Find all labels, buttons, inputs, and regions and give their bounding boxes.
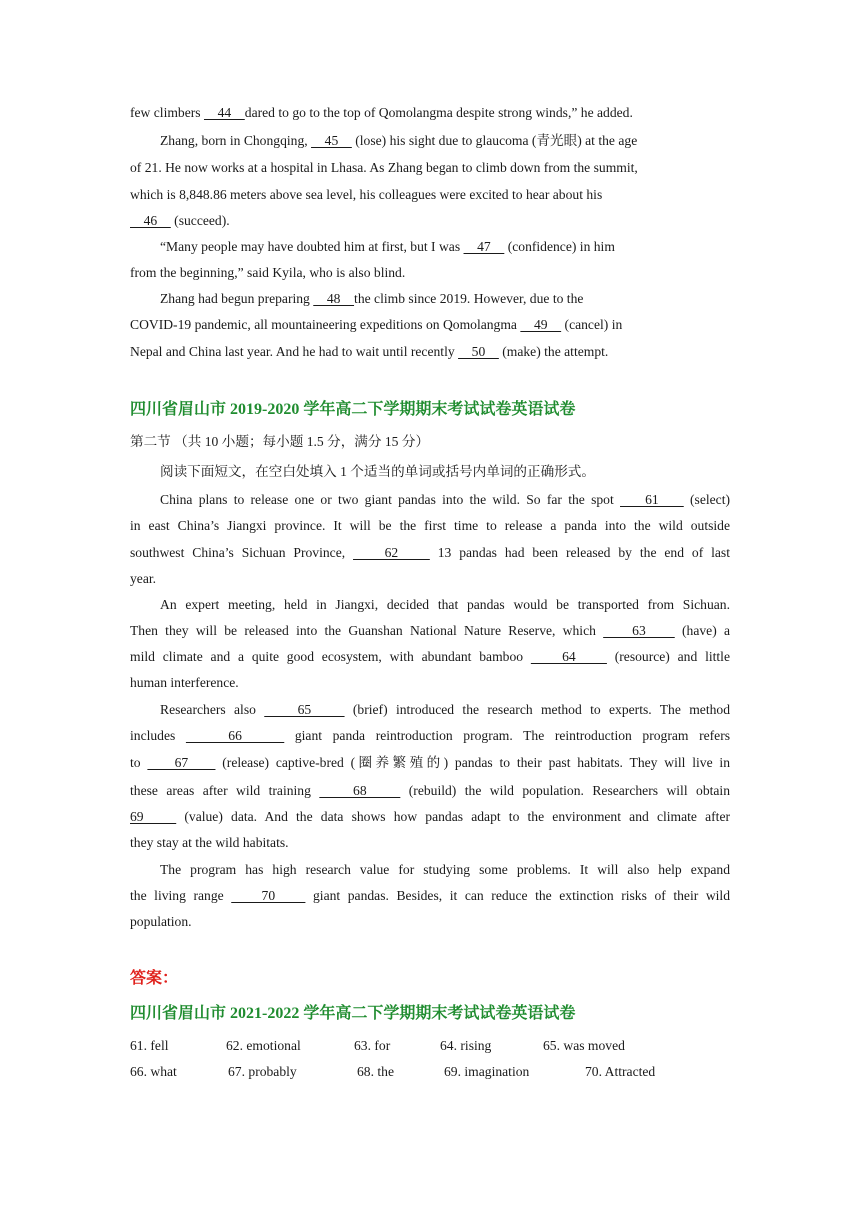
blank-70: 70	[231, 888, 306, 903]
para3-line-2: includes 66 giant panda reintroduction program. The reintroduction program refers	[130, 728, 731, 743]
answers-heading: 四川省眉山市 2021-2022 学年高二下学期期末考试试卷英语试卷	[130, 1005, 576, 1022]
answer-68: 68. the	[357, 1064, 394, 1079]
section-instruction: 阅读下面短文，在空白处填入 1 个适当的单词或括号内单词的正确形式。	[160, 464, 595, 479]
passage1-line-10: Nepal and China last year. And he had to wait until recently 50 (make) the attempt.	[130, 344, 609, 359]
para3-line-6: they stay at the wild habitats.	[130, 835, 289, 850]
section-heading-2019-2020: 四川省眉山市 2019-2020 学年高二下学期期末考试试卷英语试卷	[130, 401, 576, 418]
answer-65: 65. was moved	[543, 1038, 625, 1053]
passage1-line-8: Zhang had begun preparing 48 the climb since 2019. However, due to the	[160, 291, 584, 306]
passage1-line-7: from the beginning,” said Kyila, who is also blind.	[130, 265, 406, 280]
para2-line-3: mild climate and a quite good ecosystem, with abundant bamboo 64 (resource) and little	[130, 649, 730, 664]
para1-line-1: China plans to release one or two giant pandas into the wild. So far the spot 61 (select)	[160, 492, 730, 507]
answer-70: 70. Attracted	[585, 1064, 656, 1079]
para1-line-4: year.	[130, 571, 157, 586]
passage1-line-3: of 21. He now works at a hospital in Lhasa. As Zhang began to climb down from the summit,	[130, 160, 638, 175]
answer-66: 66. what	[130, 1064, 177, 1079]
blank-44: 44	[203, 105, 245, 120]
blank-63: 63	[603, 623, 675, 638]
blank-48: 48	[313, 291, 355, 306]
para2-line-4: human interference.	[130, 675, 239, 690]
para3-line-1: Researchers also 65 (brief) introduced the research method to experts. The method	[160, 702, 731, 717]
para1-line-3: southwest China’s Sichuan Province, 62 13 pandas had been released by the end of last	[130, 545, 731, 560]
blank-69: 69	[130, 809, 177, 824]
passage1-line-6: “Many people may have doubted him at first, but I was 47 (confidence) in him	[160, 239, 615, 254]
answer-64: 64. rising	[440, 1038, 492, 1053]
passage1-line-1: few climbers 44 dared to go to the top of Qomolangma despite strong winds,” he added.	[130, 105, 633, 120]
answer-62: 62. emotional	[226, 1038, 301, 1053]
para1-line-2: in east China’s Jiangxi province. It will be the first time to release a panda into the wild outside	[130, 518, 730, 533]
blank-50: 50	[458, 344, 499, 359]
answer-61: 61. fell	[130, 1038, 169, 1053]
blank-65: 65	[264, 702, 345, 717]
para2-line-1: An expert meeting, held in Jiangxi, decided that pandas would be transported from Sichuan.	[160, 597, 730, 612]
passage1-line-5: 46 (succeed).	[130, 213, 230, 228]
para2-line-2: Then they will be released into the Guanshan National Nature Reserve, which 63 (have) a	[130, 623, 730, 638]
blank-46: 46	[130, 213, 171, 228]
para3-line-5: 69 (value) data. And the data shows how pandas adapt to the environment and climate after	[130, 809, 730, 824]
para4-line-3: population.	[130, 914, 192, 929]
blank-68: 68	[319, 783, 401, 798]
para3-line-3: to 67 (release) captive-bred (圈养繁殖的) pandas to their past habitats. They will live in	[130, 755, 730, 770]
answer-67: 67. probably	[228, 1064, 297, 1079]
passage1-line-9: COVID-19 pandemic, all mountaineering expeditions on Qomolangma 49 (cancel) in	[130, 317, 623, 332]
blank-66: 66	[185, 728, 285, 743]
answer-69: 69. imagination	[444, 1064, 530, 1079]
blank-49: 49	[520, 317, 562, 332]
blank-64: 64	[530, 649, 607, 664]
answer-63: 63. for	[354, 1038, 391, 1053]
passage1-line-4: which is 8,848.86 meters above sea level, his colleagues were excited to hear about his	[130, 187, 603, 202]
passage1-line-2: Zhang, born in Chongqing, 45 (lose) his sight due to glaucoma (青光眼) at the age	[160, 133, 638, 148]
blank-61: 61	[620, 492, 684, 507]
para4-line-1: The program has high research value for studying some problems. It will also help expand	[160, 862, 730, 877]
answers-label: 答案：	[130, 970, 179, 987]
blank-62: 62	[353, 545, 430, 560]
section-subheading: 第二节 （共 10 小题；每小题 1.5 分，满分 15 分）	[130, 434, 430, 449]
blank-67: 67	[147, 755, 216, 770]
blank-47: 47	[463, 239, 505, 254]
para4-line-2: the living range 70 giant pandas. Besides, it can reduce the extinction risks of their wild	[130, 888, 730, 903]
para3-line-4: these areas after wild training 68 (rebuild) the wild population. Researchers will obtain	[130, 783, 730, 798]
blank-45: 45	[311, 133, 352, 148]
